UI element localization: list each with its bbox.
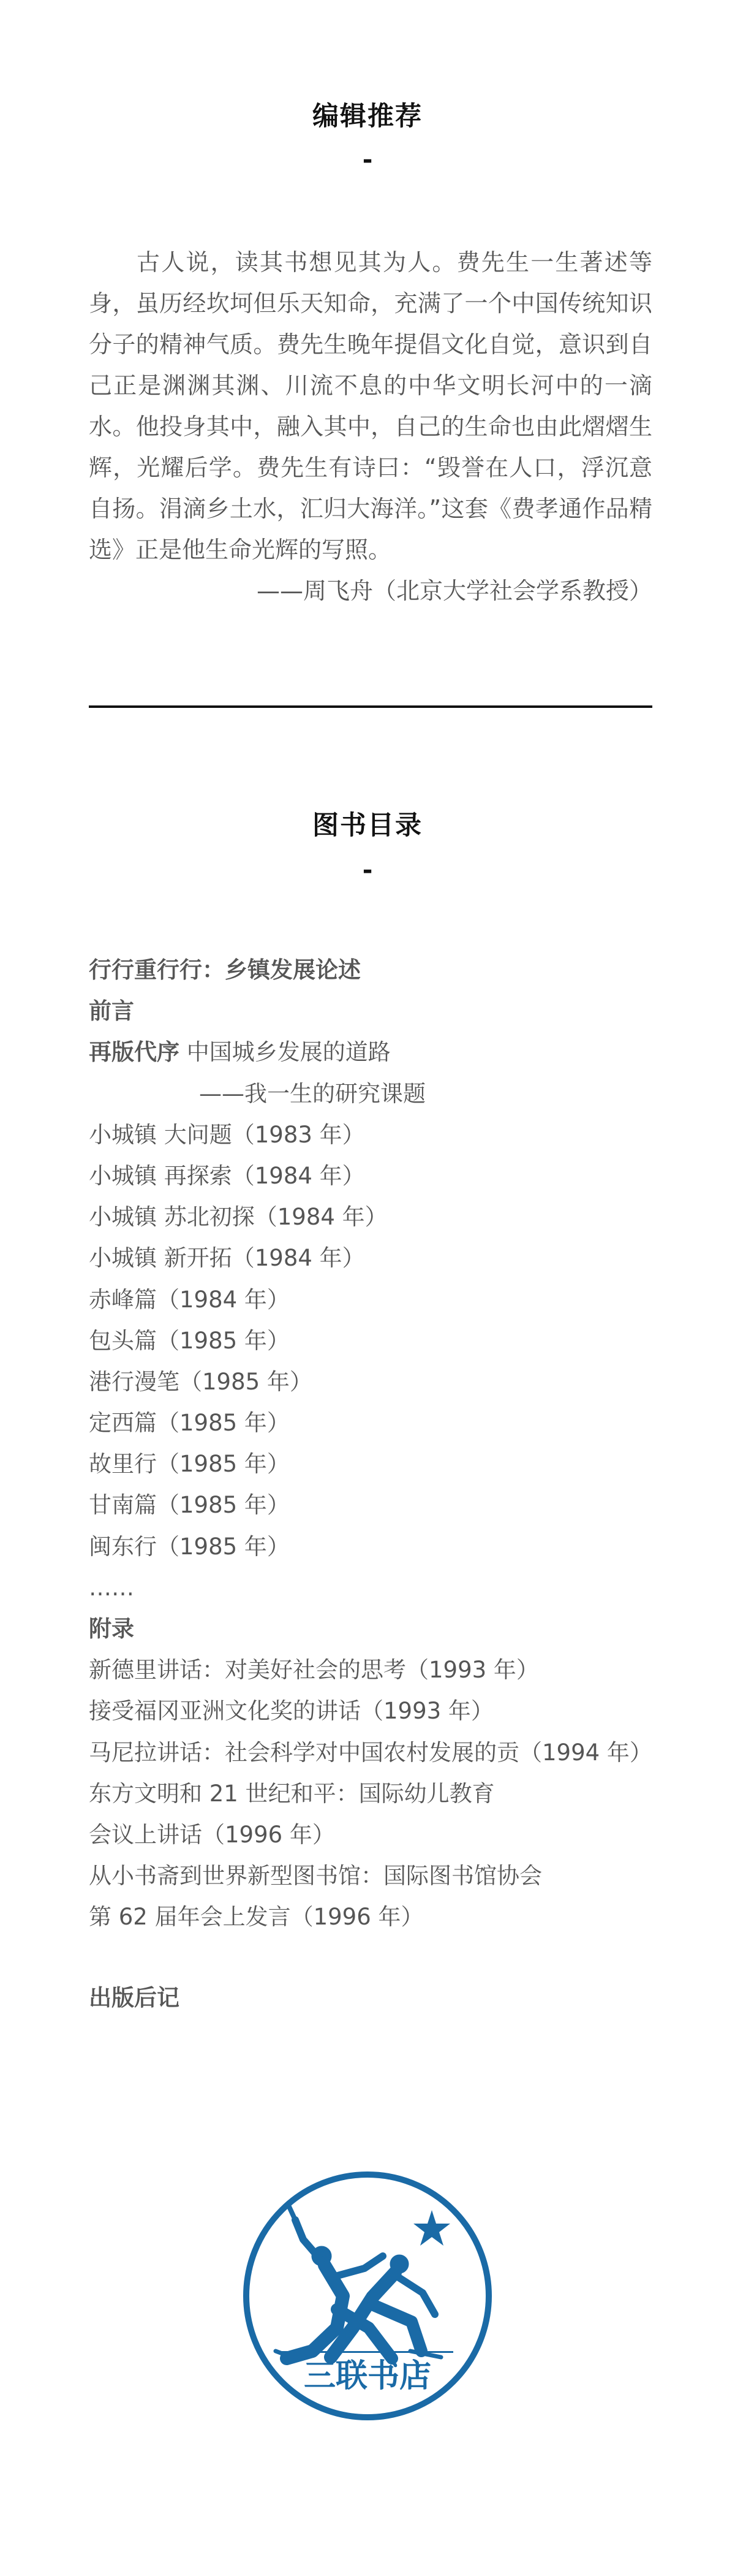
toc-chapter: 定西篇（1985 年） [89,1410,290,1437]
logo-text: 三联书店 [303,2357,432,2395]
recommend-dash: - [362,146,373,174]
toc-reprint-title: 中国城乡发展的道路 [186,1039,391,1066]
toc-dash: - [362,856,373,884]
toc-chapter: 小城镇 苏北初探（1984 年） [89,1204,388,1231]
toc-spacer [89,1938,726,1977]
star-icon [413,2210,450,2246]
toc-reprint [89,1032,726,1073]
toc-afterword: 出版后记 [89,1984,179,2011]
toc-chapter: 小城镇 大问题（1983 年） [89,1121,365,1148]
toc-chapter: 赤峰篇（1984 年） [89,1286,290,1313]
toc-title: 图书目录 [312,810,423,841]
toc-appendix-item: 马尼拉讲话：社会科学对中国农村发展的贡（1994 年） [89,1739,652,1766]
toc-appendix-item: 会议上讲话（1996 年） [89,1821,335,1848]
table-of-contents [89,949,726,2018]
toc-appendix-item: 新德里讲话：对美好社会的思考（1993 年） [89,1657,539,1684]
toc-book-title: 行行重行行：乡镇发展论述 [89,957,361,983]
recommend-body [89,242,652,612]
toc-reprint-label: 再版代序 [89,1039,179,1066]
toc-appendix-item: 第 62 届年会上发言（1996 年） [89,1904,424,1931]
toc-appendix-item: 从小书斋到世界新型图书馆：国际图书馆协会 [89,1863,542,1890]
ice-line [282,2351,453,2353]
toc-chapter: 故里行（1985 年） [89,1451,290,1478]
toc-chapter: 小城镇 新开拓（1984 年） [89,1245,365,1272]
toc-chapter: 小城镇 再探索（1984 年） [89,1162,365,1189]
recommend-paragraph: 古人说，读其书想见其为人。费先生一生著述等身，虽历经坎坷但乐天知命，充满了一个中国传统知识分子的精神气质。费先生晚年提倡文化自觉，意识到自己正是渊渊其渊、川流不息的中华文明长河中的一滴水。他投身其中，融入其中，自己的生命也由此熠熠生辉，光耀后学。费先生有诗曰：“毁誉在人口，浮沉意自扬。涓滴乡土水，汇归大海洋。”这套《费孝通作品精选》正是他生命光辉的写照。 [89,249,652,563]
toc-reprint-subtitle: ——我一生的研究课题 [199,1080,426,1107]
recommend-title: 编辑推荐 [312,101,423,132]
toc-chapter: 包头篇（1985 年） [89,1327,290,1354]
toc-appendix-item: 东方文明和 21 世纪和平：国际幼儿教育 [89,1780,495,1807]
skaters-icon [276,2204,441,2358]
sanlian-bookstore-logo [239,2167,496,2425]
toc-chapter: 闽东行（1985 年） [89,1533,290,1560]
toc-appendix-label: 附录 [89,1616,134,1642]
recommend-signature: ——周飞舟（北京大学社会学系教授） [256,577,652,604]
toc-ellipsis: …… [89,1574,134,1601]
section-divider [89,705,652,708]
toc-preface: 前言 [89,998,134,1025]
toc-appendix-item: 接受福冈亚洲文化奖的讲话（1993 年） [89,1698,494,1725]
toc-chapter: 甘南篇（1985 年） [89,1492,290,1519]
toc-chapter: 港行漫笔（1985 年） [89,1368,312,1395]
